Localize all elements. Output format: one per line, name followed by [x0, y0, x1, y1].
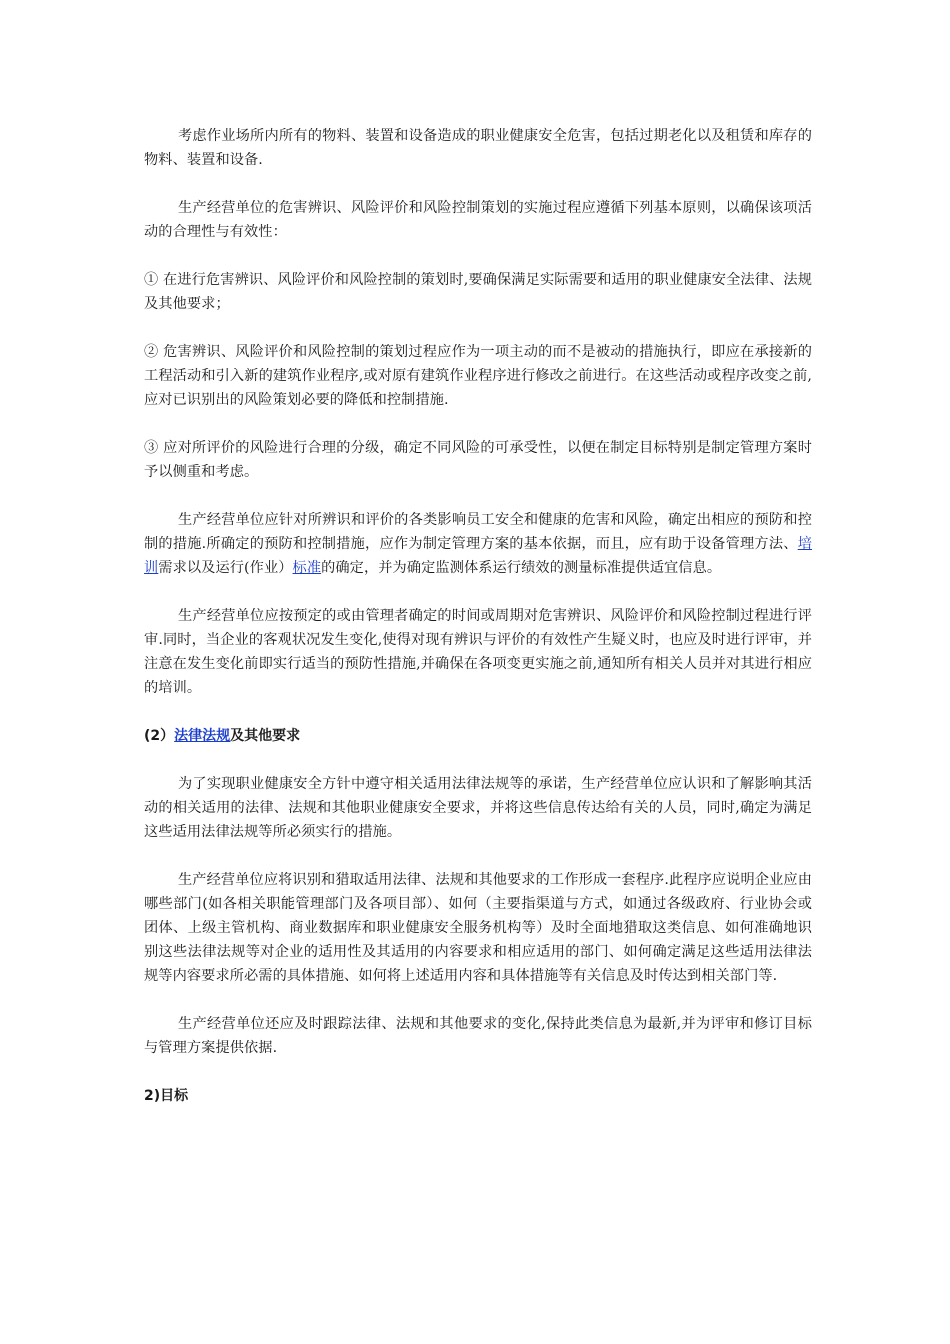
link-training[interactable]: 培训 — [144, 536, 812, 576]
paragraph-legal-tracking: 生产经营单位还应及时跟踪法律、法规和其他要求的变化,保持此类信息为最新,并为评审和修订目标与管理方案提供依据. — [144, 1016, 812, 1056]
text-segment: 生产经营单位应针对所辨识和评价的各类影响员工安全和健康的危害和风险，确定出相应的预防和控制的措施.所确定的预防和控制措施，应作为制定管理方案的基本依据，而且，应有助于设备管理方法、 — [144, 512, 812, 552]
text-segment: 的确定，并为确定监测体系运行绩效的测量标准提供适宜信息。 — [321, 560, 722, 576]
heading-prefix: (2） — [144, 728, 175, 744]
paragraph-periodic-review: 生产经营单位应按预定的或由管理者确定的时间或周期对危害辨识、风险评价和风险控制过程进行评审.同时，当企业的客观状况发生变化,使得对现有辨识与评价的有效性产生疑义时，也应及时进行评审，并注意在发生变化前即实行适当的预防性措施,并确保在各项变更实施之前,通知所有相关人员并对其进行相应的培训。 — [144, 608, 812, 696]
section-heading-laws — [144, 724, 812, 748]
paragraph-basic-principles: 生产经营单位的危害辨识、风险评价和风险控制策划的实施过程应遵循下列基本原则，以确保该项活动的合理性与有效性： — [144, 200, 812, 240]
document-body — [144, 124, 812, 1132]
principle-item-2: ② 危害辨识、风险评价和风险控制的策划过程应作为一项主动的而不是被动的措施执行，即应在承接新的工程活动和引入新的建筑作业程序,或对原有建筑作业程序进行修改之前进行。在这些活动或程序改变之前,应对已识别出的风险策划必要的降低和控制措施. — [144, 344, 812, 408]
section-heading-objectives: 2)目标 — [144, 1088, 189, 1104]
paragraph-control-measures — [144, 508, 812, 580]
link-laws-regulations[interactable]: 法律法规 — [174, 728, 231, 744]
principle-item-3: ③ 应对所评价的风险进行合理的分级，确定不同风险的可承受性，以便在制定目标特别是制定管理方案时予以侧重和考虑。 — [144, 440, 812, 480]
paragraph-materials-hazards: 考虑作业场所内所有的物料、装置和设备造成的职业健康安全危害，包括过期老化以及租赁和库存的物料、装置和设备. — [144, 128, 812, 168]
heading-suffix: 及其他要求 — [230, 728, 301, 744]
principle-item-1: ① 在进行危害辨识、风险评价和风险控制的策划时,要确保满足实际需要和适用的职业健康安全法律、法规及其他要求； — [144, 272, 812, 312]
paragraph-legal-procedure: 生产经营单位应将识别和猎取适用法律、法规和其他要求的工作形成一套程序.此程序应说明企业应由哪些部门(如各相关职能管理部门及各项目部）、如何（主要指渠道与方式，如通过各级政府、行业协会或团体、上级主管机构、商业数据库和职业健康安全服务机构等）及时全面地猎取这类信息、如何准确地识别这些法律法规等对企业的适用性及其适用的内容要求和相应适用的部门、如何确定满足这些适用法律法规等内容要求所必需的具体措施、如何将上述适用内容和具体措施等有关信息及时传达到相关部门等. — [144, 872, 812, 984]
paragraph-legal-commitment: 为了实现职业健康安全方针中遵守相关适用法律法规等的承诺，生产经营单位应认识和了解影响其活动的相关适用的法律、法规和其他职业健康安全要求，并将这些信息传达给有关的人员，同时,确定为满足这些适用法律法规等所必须实行的措施。 — [144, 776, 812, 840]
text-segment: 需求以及运行(作业） — [158, 560, 293, 576]
link-standard[interactable]: 标准 — [292, 560, 322, 576]
